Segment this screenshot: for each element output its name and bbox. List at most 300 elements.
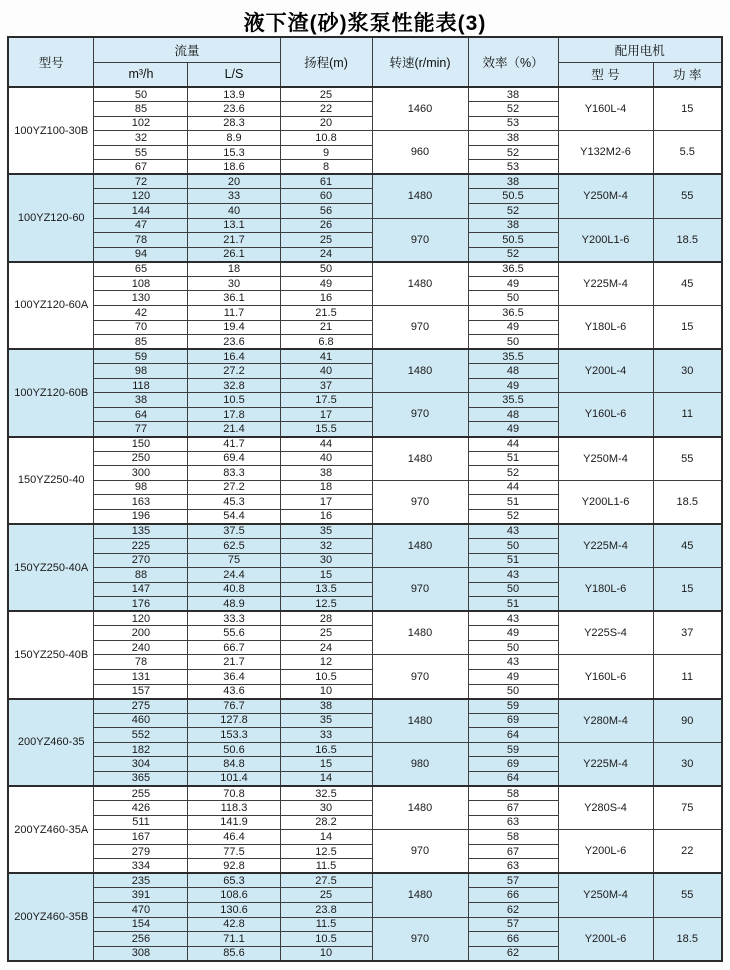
cell-head: 30 xyxy=(280,553,372,568)
cell-speed: 1480 xyxy=(372,262,468,306)
cell-model: 100YZ120-60 xyxy=(8,174,94,261)
cell-model: 100YZ120-60B xyxy=(8,349,94,436)
col-header-flow-m3h: m³/h xyxy=(94,62,188,87)
cell-flow-ls: 16.4 xyxy=(188,349,280,364)
cell-motor-power: 22 xyxy=(653,830,722,874)
cell-head: 25 xyxy=(280,626,372,641)
cell-head: 18 xyxy=(280,480,372,495)
cell-flow-m3h: 50 xyxy=(94,87,188,102)
cell-head: 38 xyxy=(280,699,372,714)
table-row xyxy=(8,524,722,539)
cell-flow-ls: 118.3 xyxy=(188,801,280,816)
cell-flow-m3h: 182 xyxy=(94,742,188,757)
cell-flow-ls: 33.3 xyxy=(188,611,280,626)
cell-efficiency: 38 xyxy=(468,218,558,233)
cell-model: 150YZ250-40B xyxy=(8,611,94,698)
cell-speed: 970 xyxy=(372,218,468,262)
cell-efficiency: 69 xyxy=(468,713,558,728)
cell-head: 33 xyxy=(280,728,372,743)
cell-head: 16 xyxy=(280,291,372,306)
cell-efficiency: 51 xyxy=(468,495,558,510)
cell-flow-ls: 28.3 xyxy=(188,116,280,131)
cell-flow-m3h: 308 xyxy=(94,946,188,961)
cell-speed: 1480 xyxy=(372,349,468,393)
cell-flow-ls: 19.4 xyxy=(188,320,280,335)
table-row xyxy=(8,437,722,452)
cell-flow-m3h: 176 xyxy=(94,597,188,612)
cell-motor-model: Y160L-4 xyxy=(558,87,653,131)
cell-flow-ls: 84.8 xyxy=(188,757,280,772)
cell-head: 35 xyxy=(280,524,372,539)
cell-head: 14 xyxy=(280,771,372,786)
cell-efficiency: 66 xyxy=(468,888,558,903)
cell-efficiency: 35.5 xyxy=(468,393,558,408)
cell-head: 8 xyxy=(280,160,372,175)
cell-flow-m3h: 147 xyxy=(94,582,188,597)
cell-flow-ls: 15.3 xyxy=(188,145,280,160)
cell-flow-ls: 153.3 xyxy=(188,728,280,743)
table-row xyxy=(8,655,722,670)
cell-head: 28.2 xyxy=(280,815,372,830)
cell-head: 22 xyxy=(280,102,372,117)
cell-motor-power: 18.5 xyxy=(653,480,722,524)
cell-head: 10.8 xyxy=(280,131,372,146)
cell-speed: 970 xyxy=(372,305,468,349)
cell-model: 150YZ250-40 xyxy=(8,437,94,524)
cell-flow-ls: 71.1 xyxy=(188,932,280,947)
cell-motor-model: Y250M-4 xyxy=(558,873,653,917)
cell-speed: 980 xyxy=(372,742,468,786)
cell-speed: 1480 xyxy=(372,699,468,743)
cell-flow-ls: 26.1 xyxy=(188,247,280,262)
cell-efficiency: 59 xyxy=(468,742,558,757)
cell-motor-model: Y200L1-6 xyxy=(558,218,653,262)
cell-flow-m3h: 470 xyxy=(94,903,188,918)
table-row xyxy=(8,742,722,757)
cell-flow-ls: 55.6 xyxy=(188,626,280,641)
cell-flow-m3h: 59 xyxy=(94,349,188,364)
cell-flow-m3h: 256 xyxy=(94,932,188,947)
cell-efficiency: 58 xyxy=(468,830,558,845)
cell-efficiency: 50 xyxy=(468,640,558,655)
cell-flow-ls: 21.4 xyxy=(188,422,280,437)
cell-head: 50 xyxy=(280,262,372,277)
cell-efficiency: 49 xyxy=(468,670,558,685)
cell-flow-m3h: 270 xyxy=(94,553,188,568)
cell-flow-m3h: 144 xyxy=(94,204,188,219)
table-row xyxy=(8,87,722,102)
cell-speed: 970 xyxy=(372,568,468,612)
col-header-motor-model: 型 号 xyxy=(558,62,653,87)
cell-motor-power: 37 xyxy=(653,611,722,655)
cell-head: 12.5 xyxy=(280,597,372,612)
cell-motor-power: 11 xyxy=(653,655,722,699)
cell-head: 16 xyxy=(280,509,372,524)
cell-flow-ls: 21.7 xyxy=(188,233,280,248)
cell-head: 61 xyxy=(280,174,372,189)
cell-flow-ls: 76.7 xyxy=(188,699,280,714)
pump-performance-table xyxy=(7,36,723,962)
cell-head: 16.5 xyxy=(280,742,372,757)
cell-flow-m3h: 78 xyxy=(94,655,188,670)
table-row xyxy=(8,873,722,888)
cell-head: 23.8 xyxy=(280,903,372,918)
cell-motor-power: 5.5 xyxy=(653,131,722,175)
cell-flow-m3h: 240 xyxy=(94,640,188,655)
cell-flow-ls: 20 xyxy=(188,174,280,189)
cell-flow-ls: 66.7 xyxy=(188,640,280,655)
cell-motor-model: Y280M-4 xyxy=(558,699,653,743)
cell-efficiency: 49 xyxy=(468,276,558,291)
cell-motor-model: Y200L1-6 xyxy=(558,480,653,524)
cell-flow-ls: 18 xyxy=(188,262,280,277)
cell-efficiency: 62 xyxy=(468,903,558,918)
cell-motor-model: Y200L-6 xyxy=(558,830,653,874)
cell-efficiency: 43 xyxy=(468,655,558,670)
cell-flow-ls: 92.8 xyxy=(188,859,280,874)
cell-head: 40 xyxy=(280,364,372,379)
col-header-motor: 配用电机 xyxy=(558,37,722,62)
cell-efficiency: 51 xyxy=(468,451,558,466)
cell-flow-ls: 27.2 xyxy=(188,480,280,495)
table-row xyxy=(8,699,722,714)
cell-efficiency: 50.5 xyxy=(468,189,558,204)
cell-efficiency: 51 xyxy=(468,597,558,612)
cell-flow-m3h: 167 xyxy=(94,830,188,845)
cell-head: 26 xyxy=(280,218,372,233)
cell-flow-m3h: 157 xyxy=(94,684,188,699)
cell-flow-m3h: 255 xyxy=(94,786,188,801)
cell-flow-ls: 70.8 xyxy=(188,786,280,801)
cell-flow-m3h: 200 xyxy=(94,626,188,641)
cell-motor-power: 30 xyxy=(653,742,722,786)
cell-efficiency: 36.5 xyxy=(468,262,558,277)
cell-flow-m3h: 131 xyxy=(94,670,188,685)
cell-flow-ls: 85.6 xyxy=(188,946,280,961)
cell-motor-model: Y180L-6 xyxy=(558,305,653,349)
col-header-head: 扬程(m) xyxy=(280,37,372,87)
cell-efficiency: 50 xyxy=(468,582,558,597)
cell-efficiency: 49 xyxy=(468,378,558,393)
cell-head: 12 xyxy=(280,655,372,670)
cell-efficiency: 50 xyxy=(468,538,558,553)
cell-efficiency: 69 xyxy=(468,757,558,772)
cell-motor-model: Y160L-6 xyxy=(558,393,653,437)
cell-motor-model: Y225M-4 xyxy=(558,742,653,786)
cell-head: 41 xyxy=(280,349,372,364)
cell-motor-model: Y225M-4 xyxy=(558,262,653,306)
header-row-1 xyxy=(8,37,722,62)
cell-efficiency: 64 xyxy=(468,728,558,743)
cell-flow-ls: 46.4 xyxy=(188,830,280,845)
table-row xyxy=(8,174,722,189)
cell-efficiency: 62 xyxy=(468,946,558,961)
cell-motor-power: 45 xyxy=(653,262,722,306)
cell-motor-model: Y225S-4 xyxy=(558,611,653,655)
table-row xyxy=(8,480,722,495)
table-row xyxy=(8,611,722,626)
cell-head: 15.5 xyxy=(280,422,372,437)
cell-motor-model: Y250M-4 xyxy=(558,174,653,218)
cell-head: 25 xyxy=(280,233,372,248)
cell-flow-ls: 33 xyxy=(188,189,280,204)
cell-motor-power: 90 xyxy=(653,699,722,743)
cell-motor-model: Y132M2-6 xyxy=(558,131,653,175)
cell-model: 200YZ460-35 xyxy=(8,699,94,786)
cell-motor-model: Y250M-4 xyxy=(558,437,653,481)
cell-head: 30 xyxy=(280,801,372,816)
cell-efficiency: 58 xyxy=(468,786,558,801)
cell-flow-ls: 41.7 xyxy=(188,437,280,452)
cell-efficiency: 53 xyxy=(468,116,558,131)
cell-model: 150YZ250-40A xyxy=(8,524,94,611)
cell-head: 32.5 xyxy=(280,786,372,801)
cell-head: 11.5 xyxy=(280,917,372,932)
cell-head: 11.5 xyxy=(280,859,372,874)
cell-motor-power: 55 xyxy=(653,174,722,218)
col-header-flow-ls: L/S xyxy=(188,62,280,87)
cell-flow-m3h: 70 xyxy=(94,320,188,335)
cell-flow-m3h: 98 xyxy=(94,364,188,379)
cell-speed: 1480 xyxy=(372,873,468,917)
col-header-model: 型号 xyxy=(8,37,94,87)
cell-flow-ls: 30 xyxy=(188,276,280,291)
cell-motor-power: 30 xyxy=(653,349,722,393)
cell-efficiency: 52 xyxy=(468,509,558,524)
cell-flow-ls: 18.6 xyxy=(188,160,280,175)
cell-flow-ls: 50.6 xyxy=(188,742,280,757)
cell-efficiency: 52 xyxy=(468,247,558,262)
cell-motor-model: Y180L-6 xyxy=(558,568,653,612)
cell-flow-ls: 37.5 xyxy=(188,524,280,539)
cell-efficiency: 43 xyxy=(468,611,558,626)
cell-flow-m3h: 47 xyxy=(94,218,188,233)
cell-flow-ls: 23.6 xyxy=(188,335,280,350)
cell-model: 100YZ100-30B xyxy=(8,87,94,174)
table-body xyxy=(8,87,722,961)
cell-efficiency: 64 xyxy=(468,771,558,786)
cell-flow-ls: 40 xyxy=(188,204,280,219)
cell-flow-ls: 141.9 xyxy=(188,815,280,830)
cell-head: 6.8 xyxy=(280,335,372,350)
cell-flow-ls: 24.4 xyxy=(188,568,280,583)
cell-efficiency: 48 xyxy=(468,364,558,379)
cell-flow-m3h: 120 xyxy=(94,611,188,626)
cell-efficiency: 35.5 xyxy=(468,349,558,364)
cell-head: 60 xyxy=(280,189,372,204)
cell-head: 15 xyxy=(280,568,372,583)
cell-flow-m3h: 94 xyxy=(94,247,188,262)
cell-speed: 970 xyxy=(372,480,468,524)
cell-flow-ls: 127.8 xyxy=(188,713,280,728)
cell-speed: 1460 xyxy=(372,87,468,131)
cell-head: 14 xyxy=(280,830,372,845)
cell-motor-model: Y280S-4 xyxy=(558,786,653,830)
cell-flow-ls: 42.8 xyxy=(188,917,280,932)
cell-efficiency: 50 xyxy=(468,291,558,306)
cell-head: 9 xyxy=(280,145,372,160)
table-row xyxy=(8,349,722,364)
cell-flow-ls: 8.9 xyxy=(188,131,280,146)
cell-head: 40 xyxy=(280,451,372,466)
cell-motor-power: 11 xyxy=(653,393,722,437)
cell-flow-m3h: 108 xyxy=(94,276,188,291)
table-row xyxy=(8,830,722,845)
col-header-flow: 流量 xyxy=(94,37,280,62)
cell-speed: 1480 xyxy=(372,611,468,655)
cell-flow-ls: 36.1 xyxy=(188,291,280,306)
cell-speed: 970 xyxy=(372,655,468,699)
cell-flow-m3h: 391 xyxy=(94,888,188,903)
cell-efficiency: 57 xyxy=(468,873,558,888)
cell-flow-m3h: 85 xyxy=(94,335,188,350)
table-row xyxy=(8,218,722,233)
cell-flow-ls: 83.3 xyxy=(188,466,280,481)
cell-head: 25 xyxy=(280,87,372,102)
table-row xyxy=(8,393,722,408)
table-row xyxy=(8,131,722,146)
cell-flow-ls: 54.4 xyxy=(188,509,280,524)
table-row xyxy=(8,568,722,583)
page-title: 液下渣(砂)浆泵性能表(3) xyxy=(243,12,487,35)
cell-head: 28 xyxy=(280,611,372,626)
cell-efficiency: 44 xyxy=(468,437,558,452)
cell-head: 35 xyxy=(280,713,372,728)
cell-efficiency: 63 xyxy=(468,815,558,830)
cell-flow-m3h: 118 xyxy=(94,378,188,393)
cell-efficiency: 66 xyxy=(468,932,558,947)
cell-efficiency: 52 xyxy=(468,102,558,117)
cell-flow-m3h: 135 xyxy=(94,524,188,539)
cell-flow-m3h: 300 xyxy=(94,466,188,481)
cell-flow-m3h: 426 xyxy=(94,801,188,816)
cell-head: 38 xyxy=(280,466,372,481)
cell-head: 17 xyxy=(280,495,372,510)
cell-motor-model: Y200L-6 xyxy=(558,917,653,961)
cell-model: 100YZ120-60A xyxy=(8,262,94,349)
cell-flow-m3h: 365 xyxy=(94,771,188,786)
cell-flow-ls: 101.4 xyxy=(188,771,280,786)
cell-efficiency: 50.5 xyxy=(468,233,558,248)
cell-head: 21 xyxy=(280,320,372,335)
cell-motor-model: Y200L-4 xyxy=(558,349,653,393)
cell-flow-ls: 13.9 xyxy=(188,87,280,102)
cell-head: 17.5 xyxy=(280,393,372,408)
cell-head: 10.5 xyxy=(280,932,372,947)
cell-flow-m3h: 85 xyxy=(94,102,188,117)
cell-motor-power: 15 xyxy=(653,87,722,131)
cell-head: 49 xyxy=(280,276,372,291)
cell-efficiency: 38 xyxy=(468,131,558,146)
cell-motor-power: 18.5 xyxy=(653,917,722,961)
cell-speed: 970 xyxy=(372,393,468,437)
cell-efficiency: 44 xyxy=(468,480,558,495)
cell-flow-m3h: 511 xyxy=(94,815,188,830)
cell-flow-m3h: 552 xyxy=(94,728,188,743)
cell-efficiency: 52 xyxy=(468,466,558,481)
cell-efficiency: 36.5 xyxy=(468,305,558,320)
cell-flow-m3h: 78 xyxy=(94,233,188,248)
cell-efficiency: 52 xyxy=(468,145,558,160)
cell-head: 10 xyxy=(280,684,372,699)
cell-flow-ls: 23.6 xyxy=(188,102,280,117)
cell-efficiency: 50 xyxy=(468,684,558,699)
cell-flow-ls: 13.1 xyxy=(188,218,280,233)
cell-head: 32 xyxy=(280,538,372,553)
cell-flow-m3h: 88 xyxy=(94,568,188,583)
cell-motor-power: 15 xyxy=(653,305,722,349)
cell-motor-power: 55 xyxy=(653,437,722,481)
cell-speed: 970 xyxy=(372,917,468,961)
cell-flow-m3h: 55 xyxy=(94,145,188,160)
cell-flow-m3h: 460 xyxy=(94,713,188,728)
cell-flow-m3h: 154 xyxy=(94,917,188,932)
cell-efficiency: 59 xyxy=(468,699,558,714)
cell-head: 24 xyxy=(280,640,372,655)
cell-motor-model: Y160L-6 xyxy=(558,655,653,699)
cell-flow-ls: 77.5 xyxy=(188,844,280,859)
cell-flow-ls: 40.8 xyxy=(188,582,280,597)
cell-efficiency: 49 xyxy=(468,626,558,641)
cell-speed: 1480 xyxy=(372,786,468,830)
cell-flow-m3h: 32 xyxy=(94,131,188,146)
cell-efficiency: 49 xyxy=(468,320,558,335)
cell-head: 17 xyxy=(280,407,372,422)
cell-flow-m3h: 275 xyxy=(94,699,188,714)
cell-efficiency: 67 xyxy=(468,801,558,816)
cell-efficiency: 51 xyxy=(468,553,558,568)
cell-motor-power: 45 xyxy=(653,524,722,568)
cell-model: 200YZ460-35A xyxy=(8,786,94,873)
cell-flow-m3h: 42 xyxy=(94,305,188,320)
cell-flow-m3h: 65 xyxy=(94,262,188,277)
cell-flow-m3h: 120 xyxy=(94,189,188,204)
cell-efficiency: 67 xyxy=(468,844,558,859)
cell-efficiency: 43 xyxy=(468,524,558,539)
cell-speed: 1480 xyxy=(372,437,468,481)
cell-model: 200YZ460-35B xyxy=(8,873,94,960)
cell-flow-ls: 48.9 xyxy=(188,597,280,612)
cell-head: 10.5 xyxy=(280,670,372,685)
cell-head: 56 xyxy=(280,204,372,219)
cell-flow-ls: 27.2 xyxy=(188,364,280,379)
cell-flow-ls: 45.3 xyxy=(188,495,280,510)
cell-flow-m3h: 38 xyxy=(94,393,188,408)
cell-flow-m3h: 150 xyxy=(94,437,188,452)
cell-efficiency: 57 xyxy=(468,917,558,932)
cell-flow-m3h: 98 xyxy=(94,480,188,495)
table-row xyxy=(8,305,722,320)
cell-efficiency: 52 xyxy=(468,204,558,219)
cell-flow-ls: 10.5 xyxy=(188,393,280,408)
cell-motor-power: 15 xyxy=(653,568,722,612)
cell-efficiency: 49 xyxy=(468,422,558,437)
cell-head: 25 xyxy=(280,888,372,903)
cell-flow-m3h: 279 xyxy=(94,844,188,859)
table-row xyxy=(8,786,722,801)
cell-motor-power: 55 xyxy=(653,873,722,917)
cell-efficiency: 38 xyxy=(468,174,558,189)
cell-flow-ls: 11.7 xyxy=(188,305,280,320)
cell-flow-ls: 69.4 xyxy=(188,451,280,466)
cell-head: 20 xyxy=(280,116,372,131)
cell-flow-m3h: 334 xyxy=(94,859,188,874)
cell-head: 44 xyxy=(280,437,372,452)
cell-motor-power: 75 xyxy=(653,786,722,830)
cell-flow-m3h: 250 xyxy=(94,451,188,466)
cell-flow-m3h: 64 xyxy=(94,407,188,422)
cell-flow-ls: 32.8 xyxy=(188,378,280,393)
